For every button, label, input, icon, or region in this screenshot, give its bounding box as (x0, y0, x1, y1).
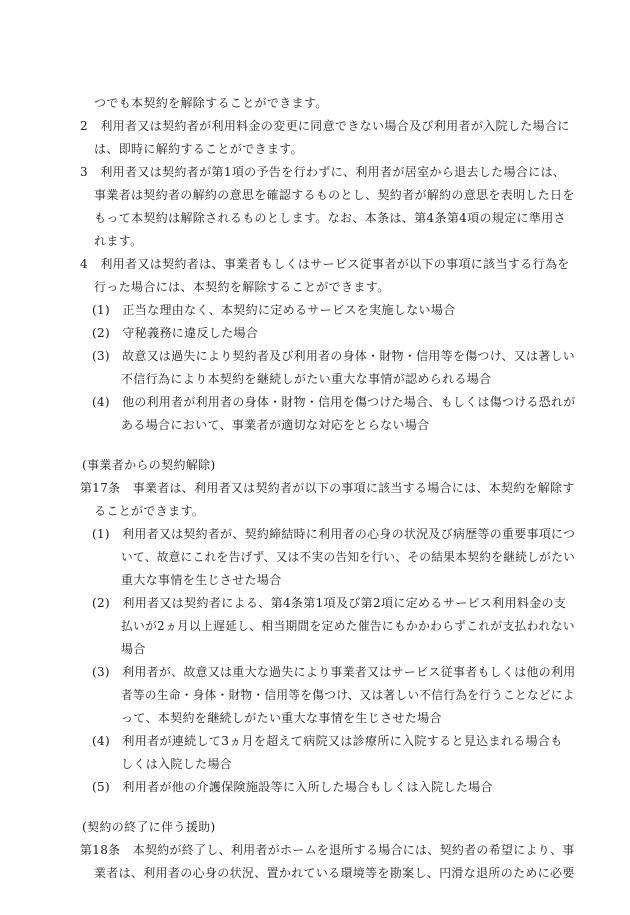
text-line: れます。 (94, 234, 143, 248)
text-line: つでも本契約を解除することができます。 (94, 96, 328, 110)
article-17-line: 第17条 事業者は、利用者又は契約者が以下の事項に該当する場合には、本契約を解除す (80, 481, 575, 495)
text-line: いて、故意にこれを告げず、又は不実の告知を行い、その結果本契約を継続しがたい (121, 550, 576, 564)
text-line: 払いが2ヵ月以上遅延し、相当期間を定めた催告にもかかわらずこれが支払われない (121, 619, 575, 633)
clause-3-line: 3 利用者又は契約者が第1項の予告を行わずに、利用者が居室から退去した場合には、 (80, 165, 566, 179)
text-line: って、本契約を継続しがたい重大な事情を生じさせた場合 (121, 711, 442, 725)
text-line: 者等の生命・身体・財物・信用等を傷つけ、又は著しい不信行為を行うことなどによ (121, 688, 575, 702)
text-line: 場合 (121, 642, 146, 656)
text-line: 行った場合には、本契約を解除することができます。 (94, 280, 390, 294)
text-line: 事業者は契約者の解約の意思を確認するものとし、契約者が解約の意思を表明した日を (94, 188, 575, 202)
item-line: (1) 利用者又は契約者が、契約締結時に利用者の心身の状況及び病歴等の重要事項につ (92, 527, 576, 541)
text-line: ある場合において、事業者が適切な対応をとらない場合 (121, 418, 430, 432)
text-line: ることができます。 (94, 504, 205, 518)
text-line: 業者は、利用者の心身の状況、置かれている環境等を勘案し、円滑な退所のために必要 (94, 866, 575, 880)
clause-4-line: 4 利用者又は契約者は、事業者もしくはサービス従事者が以下の事項に該当する行為を (80, 257, 570, 271)
text-line: 重大な事情を生じさせた場合 (121, 573, 282, 587)
item-line: (1) 正当な理由なく、本契約に定めるサービスを実施しない場合 (92, 303, 456, 317)
text-line: しくは入院した場合 (121, 757, 233, 771)
item-line: (3) 利用者が、故意又は重大な過失により事業者又はサービス従事者もしくは他の利用 (92, 665, 576, 679)
item-line: (3) 故意又は過失により契約者及び利用者の身体・財物・信用等を傷つけ、又は著しい (92, 349, 575, 363)
article-18-line: 第18条 本契約が終了し、利用者がホームを退所する場合には、契約者の希望により、事 (80, 843, 575, 857)
text-line: もって本契約は解除されるものとします。なお、本条は、第4条第4項の規定に準用さ (94, 211, 566, 225)
item-line: (4) 利用者が連続して3ヵ月を超えて病院又は診療所に入院すると見込まれる場合も (92, 734, 563, 748)
text-line: は、即時に解約することができます。 (94, 142, 303, 156)
section-heading: (事業者からの契約解除) (82, 458, 216, 472)
item-line: (4) 他の利用者が利用者の身体・財物・信用を傷つけた場合、もしくは傷つける恐れが (92, 395, 576, 409)
item-line: (2) 利用者又は契約者による、第4条第1項及び第2項に定めるサービス利用料金の支 (92, 596, 567, 610)
item-line: (5) 利用者が他の介護保険施設等に入所した場合もしくは入院した場合 (92, 780, 493, 794)
text-line: 不信行為により本契約を継続しがたい重大な事情が認められる場合 (121, 372, 492, 386)
section-heading: (契約の終了に伴う援助) (82, 820, 216, 834)
clause-2-line: 2 利用者又は契約者が利用料金の変更に同意できない場合及び利用者が入院した場合に (80, 119, 570, 133)
item-line: (2) 守秘義務に違反した場合 (92, 326, 259, 340)
